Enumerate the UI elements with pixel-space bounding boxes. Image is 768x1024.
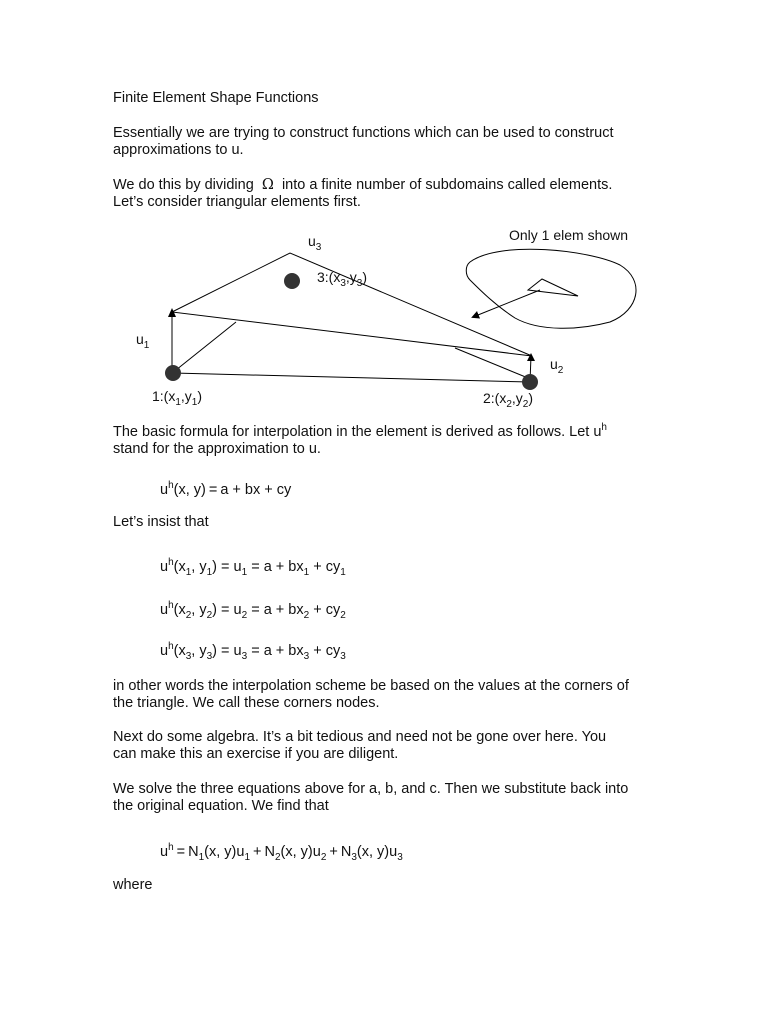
eq-symbol: u [160,844,169,860]
eq-args: (x, y) [356,844,390,860]
eq-symbol: u [233,643,242,659]
eq-rhs: + cy [309,602,341,618]
label-text: u [550,356,558,372]
eq-subscript: 1 [244,852,251,863]
eq-operator: = [176,844,186,860]
eq-symbol: u [160,602,169,618]
label-subscript: 2 [522,399,529,410]
eq-symbol: u [236,844,245,860]
eq-subscript: 2 [303,610,310,621]
eq-subscript: 3 [303,651,310,662]
text-segment: The basic formula for interpolation in the element is derived as follows. Let u [113,423,602,440]
eq-symbol: u [233,602,242,618]
paragraph-algebra [113,729,673,763]
equation-shape-functions [160,839,403,866]
eq-superscript: h [168,600,174,611]
node-1-dot [165,365,181,381]
label-text: 1:(x [152,388,176,404]
eq-symbol: y [199,602,207,618]
u3-label [308,233,321,256]
label-text: 2:(x [483,390,507,406]
eq-symbol: u [233,559,242,575]
paragraph-insist [113,514,673,531]
eq-symbol: y [199,559,207,575]
superscript: h [601,422,607,433]
eq-subscript: 1 [185,567,192,578]
eq-symbol: N [264,844,275,860]
eq-symbol: u [389,844,398,860]
paragraph-solve [113,781,673,815]
label-text: ,y [345,269,357,285]
text-segment: into a finite number of subdomains called elements. [281,177,613,193]
u1-label [136,331,149,354]
paragraph-nodes [113,678,673,712]
paragraph-line: in other words the interpolation scheme be based on the values at the corners of [113,678,629,694]
paragraph-line [113,419,673,441]
eq-rhs: a + bx [263,602,304,618]
eq-rhs: a + bx + cy [220,482,292,498]
eq-subscript: 1 [340,567,346,578]
omega-symbol: Ω [261,177,274,193]
paragraph-line: the original equation. We find that [113,798,329,814]
label-subscript: 1 [191,397,198,408]
equation-node-1: $u^h(x_1$, $y_1) = u_1 = a + bx_1 + cy_1$ [160,557,346,578]
equation-main [160,477,291,499]
text-segment: We do this by dividing [113,177,254,193]
eq-symbol: x [178,643,186,659]
label-subscript: 1 [175,397,181,408]
eq-symbol: N [188,844,199,860]
node-3-dot [284,273,300,289]
eq-subscript: 2 [241,610,248,621]
eq-args: (x, y) [280,844,313,860]
eq-subscript: 3 [185,651,192,662]
eq-rhs: + cy [309,643,341,659]
eq-symbol: y [199,643,207,659]
eq-operator: = [208,482,218,498]
node-2-label [483,390,533,413]
paragraph-line: We solve the three equations above for a, b, and c. Then we substitute back into [113,781,629,797]
eq-subscript: 3 [340,651,346,662]
base-triangle [173,373,530,382]
eq-subscript: 2 [274,852,281,863]
node-3-label [317,269,367,292]
eq-args: (x, y) [204,844,237,860]
paragraph-line: where [113,877,153,893]
label-subscript: 2 [506,399,512,410]
label-text: u [308,233,316,249]
paragraph-line: Next do some algebra. It’s a bit tedious and need not be gone over here. You [113,729,607,745]
eq-rhs: a + bx [263,643,304,659]
eq-symbol: u [160,643,169,659]
paragraph-line: Let’s consider triangular elements first. [113,194,361,210]
eq-rhs: a + bx [263,559,304,575]
paragraph-interpolation [113,419,673,458]
label-text: ,y [180,388,192,404]
eq-subscript: 3 [351,852,357,863]
eq-operator: + [329,844,338,860]
eq-subscript: 2 [185,610,192,621]
eq-superscript: h [168,557,174,568]
edge-line [176,322,236,370]
label-text: ,y [511,390,523,406]
u2-label [550,356,563,379]
label-text: u [136,331,144,347]
figure-note: Only 1 elem shown [509,227,629,243]
eq-symbol: u [160,559,169,575]
domain-omega-outline [466,249,636,328]
paragraph-line: can make this an exercise if you are diligent. [113,746,399,762]
node-2-dot [522,374,538,390]
node-1-label [152,388,202,411]
eq-subscript: 1 [206,567,213,578]
eq-subscript: 3 [206,651,213,662]
eq-symbol: u [312,844,321,860]
eq-subscript: 1 [241,567,248,578]
equation-node-2: $u^h(x_2$, $y_2) = u_2 = a + bx_2 + cy_2$ [160,600,346,621]
eq-subscript: 1 [198,852,205,863]
eq-operator: + [253,844,262,860]
eq-subscript: 1 [303,567,310,578]
small-element-triangle [528,279,578,296]
eq-symbol: N [340,844,352,860]
eq-superscript: h [168,842,174,853]
eq-args: (x, y) [173,482,206,498]
paragraph-line: Let’s insist that [113,514,209,530]
eq-superscript: h [168,480,174,491]
eq-subscript: 2 [340,610,346,621]
paragraph-where [113,877,673,894]
eq-subscript: 3 [241,651,248,662]
eq-symbol: x [178,559,186,575]
equation-node-3: $u^h(x_3$, $y_3) = u_3 = a + bx_3 + cy_3$ [160,641,346,662]
pointer-arrow [473,290,540,317]
label-subscript: 3 [340,278,346,289]
title-text: Finite Element Shape Functions [113,90,319,106]
eq-superscript: h [168,641,174,652]
eq-subscript: 2 [206,610,213,621]
label-subscript: 2 [557,365,564,376]
label-text: ) [528,390,534,406]
label-subscript: 3 [315,242,322,253]
label-subscript: 3 [356,278,363,289]
paragraph-line: stand for the approximation to u. [113,440,321,457]
eq-symbol: u [160,482,169,498]
edge-line [455,348,528,378]
eq-rhs: + cy [309,559,341,575]
label-text: ) [197,388,203,404]
eq-subscript: 2 [320,852,327,863]
eq-subscript: 3 [397,852,403,863]
label-text: ) [362,269,368,285]
triangle-element-figure [0,0,768,420]
paragraph-line: Essentially we are trying to construct functions which can be used to construct [113,125,614,141]
eq-symbol: x [178,602,186,618]
label-subscript: 1 [143,340,150,351]
label-text: 3:(x [317,269,341,285]
paragraph-line: approximations to u. [113,142,244,158]
paragraph-line: the triangle. We call these corners nodes. [113,695,380,711]
